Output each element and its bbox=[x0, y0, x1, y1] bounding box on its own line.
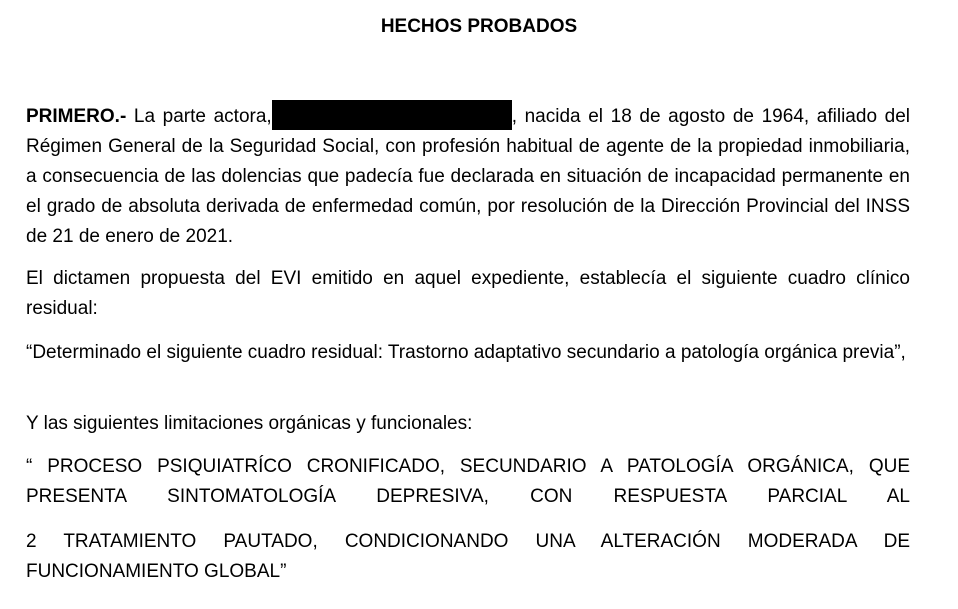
paragraph-dictamen: El dictamen propuesta del EVI emitido en aquel expediente, establecía el siguiente cuadro clínico residual: bbox=[26, 268, 910, 319]
paragraph-quote-tratamiento: 2 TRATAMIENTO PAUTADO, CONDICIONANDO UNA ALTERACIÓN MODERADA DE FUNCIONAMIENTO GLOBAL” bbox=[26, 531, 910, 582]
redacted-name-block bbox=[272, 100, 512, 130]
primero-label: PRIMERO.- bbox=[26, 106, 127, 127]
paragraph-quote-proceso: “ PROCESO PSIQUIATRÍCO CRONIFICADO, SECUNDARIO A PATOLOGÍA ORGÁNICA, QUE PRESENTA SINTOMATOLOGÍA DEPRESIVA, CON RESPUESTA PARCIAL AL bbox=[26, 456, 910, 507]
paragraph-quote-residual: “Determinado el siguiente cuadro residual: Trastorno adaptativo secundario a patología orgánica previa”, bbox=[26, 342, 906, 363]
paragraph-primero bbox=[26, 100, 910, 252]
paragraph-limitaciones: Y las siguientes limitaciones orgánicas y funcionales: bbox=[26, 413, 473, 434]
primero-text-before: La parte actora, bbox=[126, 106, 272, 127]
primero-text-after: , nacida el 18 de agosto de 1964, afiliado del Régimen General de la Seguridad Social, con profesión habitual de agente de la propiedad inmobiliaria, a consecuencia de las dolencias que padecía fue declarada en situación de incapacidad permanente en el grado de absoluta derivada de enfermedad común, por resolución de la Dirección Provincial del INSS de 21 de enero de 2021. bbox=[26, 106, 910, 247]
document-title: HECHOS PROBADOS bbox=[380, 16, 578, 37]
